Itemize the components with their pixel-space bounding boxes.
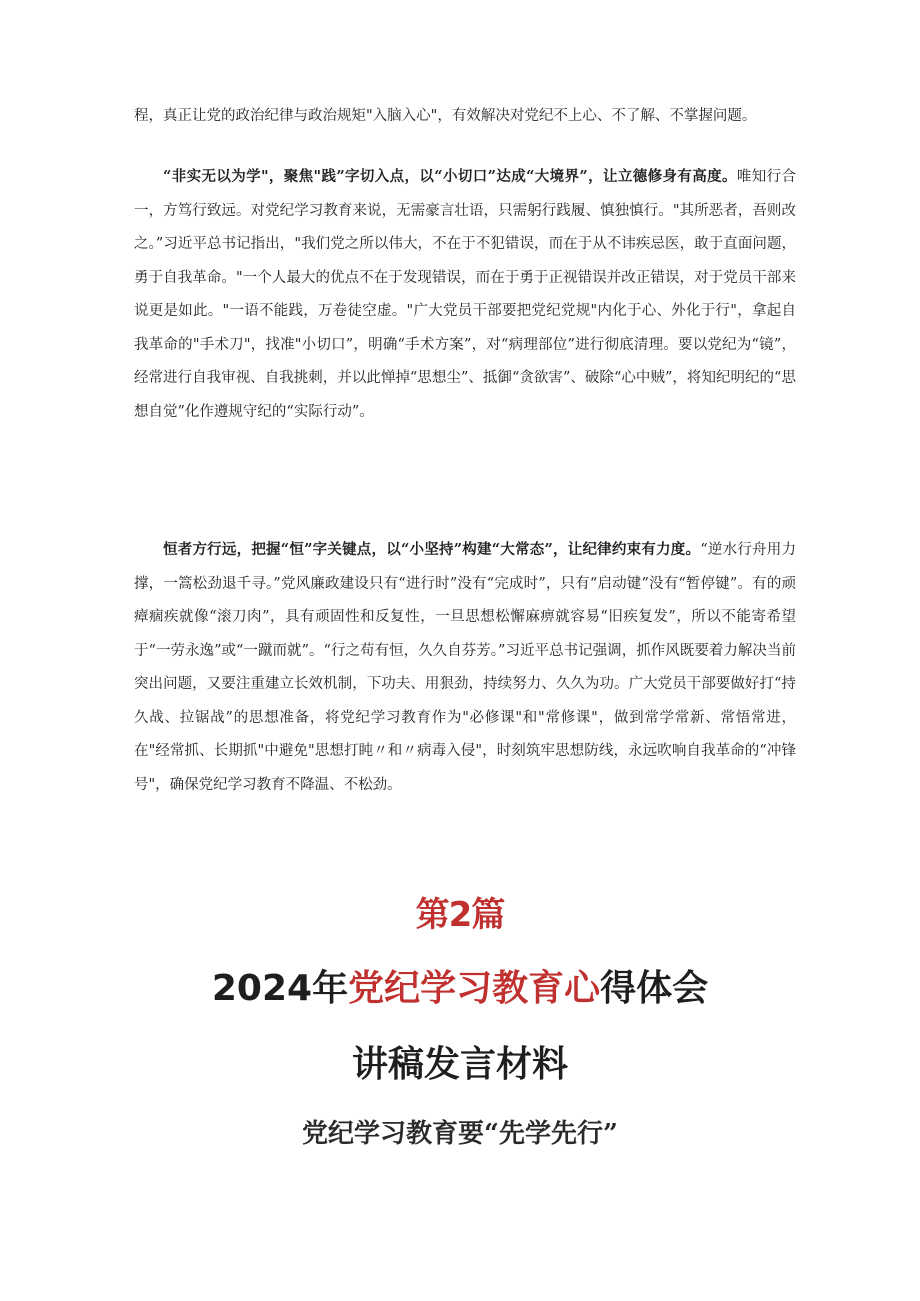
document-subtitle: 党纪学习教育要“先学先行”	[302, 1119, 618, 1149]
paragraph-practice	[134, 160, 796, 429]
title-year: 2024年	[211, 968, 349, 1009]
document-title-line1	[0, 961, 920, 1017]
paragraph-lead: 恒者方行远，把握“恒”字关键点，以“小坚持”构建“大常态”，让纪律约束有力度。	[163, 541, 701, 558]
title-highlight: 党纪学习教育心	[348, 968, 601, 1009]
paragraph-text: 程，真正让党的政治纪律与政治规矩"入脑入心"，有效解决对党纪不上心、不了解、不掌握问题。	[134, 108, 757, 124]
paragraph-text: “逆水行舟用力撑，一篙松劲退千寻。”党风廉政建设只有“进行时”没有“完成时”，只有“启动键”没有“暂停键”。有的顽瘴痼疾就像“滚刀肉”，具有顽固性和反复性，一旦思想松懈麻痹就容易“旧疾复发”，所以不能寄希望于“一劳永逸”或“一蹴而就”。“行之苟有恒，久久自芬芳。”习近平总书记强调，抓作风既要着力解决当前突出问题，又要注重建立长效机制，下功夫、用狠劲，持续努力、久久为功。广大党员干部要做好打“持久战、拉锯战”的思想准备，将党纪学习教育作为"必修课"和"常修课"，做到常学常新、常悟常进，在"经常抓、长期抓"中避免"思想打盹〃和〃病毒入侵"，时刻筑牢思想防线，永远吹响自我革命的“冲锋号"，确保党纪学习教育不降温、不松劲。	[134, 542, 796, 793]
paragraph-persistence	[134, 533, 796, 802]
paragraph-continuation	[134, 100, 796, 134]
paragraph-text: 唯知行合一，方笃行致远。对党纪学习教育来说，无需豪言壮语，只需躬行践履、慎独慎行。"其所恶者，吾则改之。”习近平总书记指出，"我们党之所以伟大，不在于不犯错误，而在于从不讳疾忌医，敢于直面问题，勇于自我革命。"一个人最大的优点不在于发现错误，而在于勇于正视错误并改正错误，对于党员干部来说更是如此。"一语不能践，万卷徒空虚。"广大党员干部要把党纪党规"内化于心、外化于行"，拿起自我革命的"手术刀"，找准"小切口”，明确“手术方案”，对“病理部位”进行彻底清理。要以党纪为“镜”，经常进行自我审视、自我挑刺，并以此惮掉“思想尘”、抵御“贪欲害”、破除“心中贼”，将知纪明纪的“思想自觉”化作遵规守纪的“实际行动”。	[134, 169, 796, 420]
paragraph-lead: “非实无以为学"，聚焦"践”字切入点，以“小切口”达成“大境界”，让立德修身有高度。	[163, 168, 737, 185]
document-title-line2: 讲稿发言材料	[351, 1044, 568, 1085]
part-label: 第2篇	[415, 895, 505, 935]
title-suffix: 得体会	[600, 968, 709, 1009]
